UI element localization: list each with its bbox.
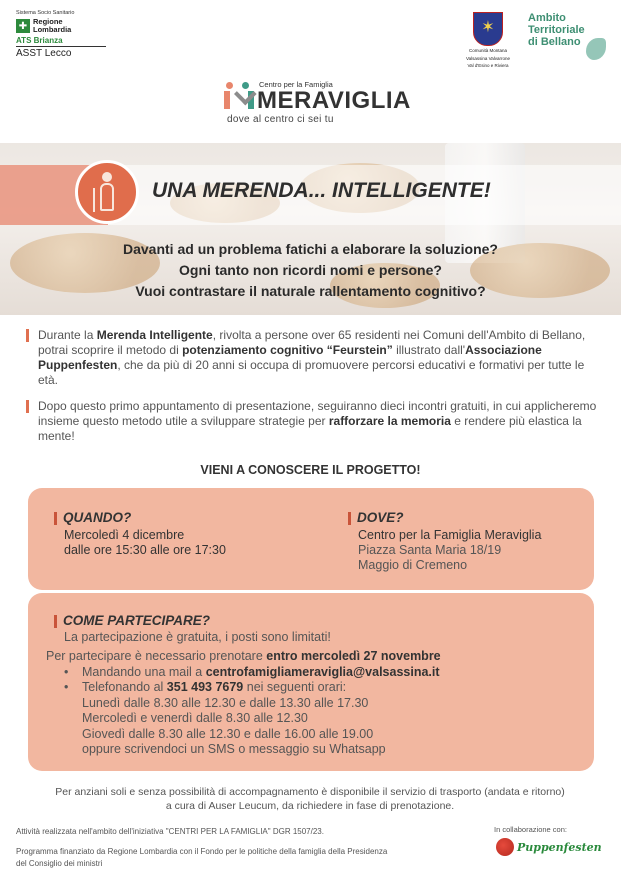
hero-banner	[0, 143, 621, 315]
when-where-box	[28, 488, 594, 590]
p1-text-a: Durante la	[38, 328, 97, 342]
question-3: Vuoi contrastare il naturale rallentamento cognitivo?	[135, 283, 486, 299]
dove-place: Centro per la Famiglia Meraviglia	[358, 528, 542, 542]
intro-paragraph-1	[26, 328, 602, 388]
transport-note	[20, 785, 600, 813]
sistema-socio-sanitario-text: Sistema Socio Sanitario	[16, 10, 75, 16]
shield-icon	[473, 12, 503, 46]
prenotare-deadline: entro mercoledì 27 novembre	[266, 649, 441, 663]
orari-line-2: Mercoledì e venerdì dalle 8.30 alle 12.30	[82, 711, 308, 725]
quando-label: QUANDO?	[54, 510, 131, 525]
puppenfesten-logo	[496, 838, 602, 856]
dove-address: Piazza Santa Maria 18/19	[358, 543, 502, 557]
p1-text-g: , che da più di 20 anni si occupa di promuovere percorsi educativi e formativi per tutte le età.	[38, 358, 585, 387]
partecipare-free: La partecipazione è gratuita, i posti sono limitati!	[64, 630, 331, 644]
ambito-line3: di Bellano	[528, 36, 581, 48]
p2-bold-memoria: rafforzare la memoria	[328, 414, 451, 428]
list-item-mail	[64, 665, 584, 681]
transport-line2: a cura di Auser Leucum, da richiedere in fase di prenotazione.	[165, 800, 455, 812]
footer-line1: Attività realizzata nell'ambito dell'iniziativa "CENTRI PER LA FAMIGLIA" DGR 1507/23.	[16, 827, 324, 836]
transport-line1: Per anziani soli e senza possibilità di accompagnamento è disponibile il servizio di trasporto (andata e ritorno)	[55, 786, 565, 798]
leaf-icon	[586, 38, 606, 60]
comunita-line1: Comunità Montana	[468, 48, 508, 53]
regione-text: Regione	[33, 17, 63, 26]
ambito-territoriale-logo	[528, 12, 608, 48]
p1-text-e: illustrato dall'	[392, 343, 466, 357]
regione-lombardia-logo	[16, 10, 108, 59]
lombardia-text: Lombardia	[33, 25, 72, 34]
lombardia-cross-icon: ✚	[16, 19, 30, 33]
comunita-line2: Valsassina Valvarrone	[465, 55, 511, 61]
orari-line-1: Lunedì dalle 8.30 alle 12.30 e dalle 13.30 alle 17.30	[82, 695, 369, 710]
questions-block	[0, 239, 621, 302]
ambito-line2: Territoriale	[528, 24, 585, 36]
intro-paragraph-2	[26, 399, 602, 444]
comunita-line3: Val d'Esino e Riviera	[467, 63, 509, 68]
p1-text-c: , rivolta a persone over 65 residenti nei Comuni dell'Ambito di Bellano, potrai scoprire il metodo di	[38, 328, 586, 357]
comunita-montana-logo	[460, 12, 516, 69]
partecipare-label: COME PARTECIPARE?	[54, 613, 210, 628]
ats-brianza-text: ATS Brianza	[16, 36, 106, 47]
dove-town: Maggio di Cremeno	[358, 558, 468, 572]
meraviglia-logo	[224, 76, 411, 128]
meraviglia-wordmark: MERAVIGLIA	[257, 87, 411, 114]
question-1: Davanti ad un problema fatichi a elaborare la soluzione?	[123, 241, 498, 257]
orari-line-4: oppure scrivendoci un SMS o messaggio su Whatsapp	[82, 742, 386, 756]
mail-text: Mandando una mail a	[82, 664, 206, 679]
headline: UNA MERENDA... INTELLIGENTE!	[152, 179, 491, 202]
p1-bold-merenda: Merenda Intelligente	[96, 328, 213, 342]
collaboration-label: In collaborazione con:	[494, 825, 567, 834]
quando-time: dalle ore 15:30 alle ore 17:30	[64, 543, 226, 557]
footer-line3: del Consiglio dei ministri	[16, 859, 103, 868]
phone-number[interactable]: 351 493 7679	[166, 680, 244, 694]
tagline: dove al centro ci sei tu	[227, 114, 334, 125]
elderly-person-icon	[75, 160, 139, 224]
phone-text: Telefonando al	[82, 680, 167, 694]
asst-lecco-text: ASST Lecco	[16, 48, 72, 59]
partecipare-list	[46, 649, 584, 758]
ambito-line1: Ambito	[528, 12, 566, 24]
question-2: Ogni tanto non ricordi nomi e persone?	[179, 262, 442, 278]
p2-text-c: e rendere più elastica la mente!	[38, 414, 582, 443]
dove-label: DOVE?	[348, 510, 404, 525]
footer-credits	[16, 826, 486, 870]
list-item-phone	[64, 680, 584, 696]
p1-bold-feurstein: potenziamento cognitivo “Feurstein”	[182, 343, 393, 357]
puppenfesten-flower-icon	[496, 838, 514, 856]
email-link[interactable]: centrofamigliameraviglia@valsassina.it	[205, 664, 440, 679]
puppenfesten-wordmark: Puppenfesten	[517, 840, 602, 854]
family-m-icon	[224, 82, 254, 108]
quando-date: Mercoledì 4 dicembre	[64, 528, 185, 542]
participation-box	[28, 593, 594, 771]
phone-hours-text: nei seguenti orari:	[243, 680, 347, 694]
prenotare-line	[46, 649, 584, 665]
centro-famiglia-text: Centro per la Famiglia	[259, 80, 333, 89]
p2-text-a: Dopo questo primo appuntamento di presentazione, seguiranno dieci incontri gratuiti, in cui applicheremo insieme questo metodo utile a sviluppare strategie per	[38, 399, 597, 428]
orari-line-3: Giovedì dalle 8.30 alle 12.30 e dalle 16.00 alle 19.00	[82, 726, 374, 741]
cta-heading: VIENI A CONOSCERE IL PROGETTO!	[200, 463, 421, 477]
p1-bold-puppenfesten: Associazione Puppenfesten	[38, 343, 542, 372]
footer-line2: Programma finanziato da Regione Lombardia con il Fondo per le politiche della famiglia della Presidenza	[16, 847, 388, 856]
prenotare-text: Per partecipare è necessario prenotare	[46, 649, 267, 663]
